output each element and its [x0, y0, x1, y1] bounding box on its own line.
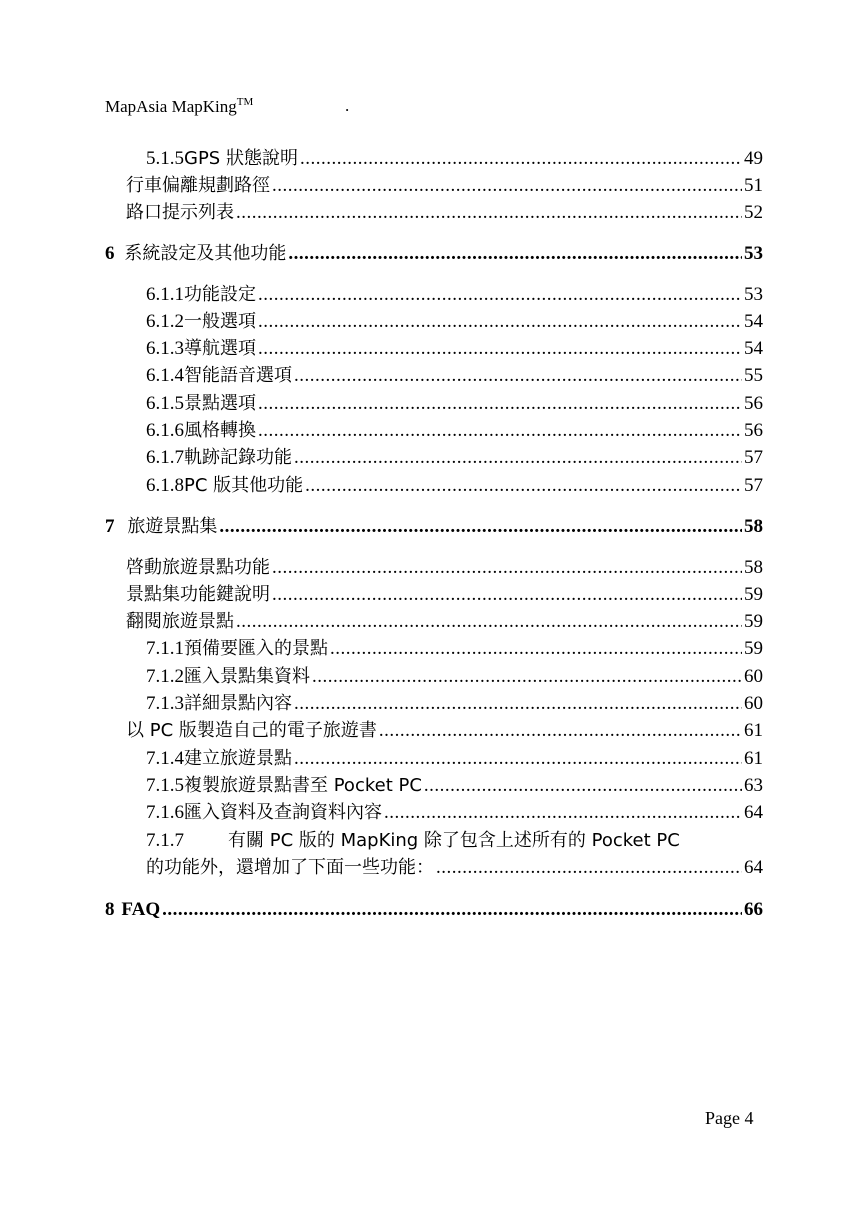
toc-entry-browse-travel[interactable] [126, 610, 763, 634]
toc-label: 景點選項 [184, 393, 256, 414]
toc-label: 一般選項 [184, 311, 256, 332]
toc-page-number: 57 [744, 475, 763, 496]
toc-entry-6-1-8[interactable] [146, 474, 763, 498]
toc-chapter-6[interactable] [105, 242, 763, 266]
toc-entry-offroute[interactable] [126, 174, 763, 198]
toc-number: 6.1.5 [146, 393, 184, 414]
toc-leader [258, 392, 742, 416]
toc-leader [330, 637, 742, 661]
toc-leader [219, 515, 742, 539]
toc-entry-pc-ebook[interactable] [126, 719, 763, 743]
toc-leader [294, 446, 742, 470]
toc-leader [162, 898, 742, 922]
toc-page-number: 52 [744, 202, 763, 223]
header-dot: . [345, 96, 350, 115]
toc-entry-7-1-3[interactable] [146, 692, 763, 716]
toc-leader [294, 747, 742, 771]
toc-label: 風格轉換 [184, 420, 256, 441]
toc-leader [424, 774, 742, 798]
toc-leader [272, 174, 742, 198]
toc-number: 5.1.5 [146, 148, 184, 169]
toc-page-number: 64 [744, 802, 763, 823]
toc-number: 7.1.7 [146, 830, 184, 851]
toc-label: 行車偏離規劃路徑 [126, 175, 270, 196]
toc-page-number: 61 [744, 748, 763, 769]
toc-label: 智能語音選項 [184, 365, 292, 386]
toc-entry-7-1-7-line2[interactable] [146, 856, 763, 880]
toc-page-number: 56 [744, 393, 763, 414]
toc-leader [436, 856, 742, 880]
toc-number: 6.1.4 [146, 365, 184, 386]
toc-entry-6-1-2[interactable] [146, 310, 763, 334]
toc-number: 7.1.5 [146, 775, 184, 796]
toc-number: 7.1.2 [146, 666, 184, 687]
toc-entry-6-1-3[interactable] [146, 337, 763, 361]
toc-label: 匯入景點集資料 [184, 666, 310, 687]
toc-page-number: 66 [744, 899, 763, 920]
toc-leader [312, 665, 742, 689]
toc-number: 6.1.8 [146, 475, 184, 496]
toc-number: 7.1.4 [146, 748, 184, 769]
toc-label: 啓動旅遊景點功能 [126, 557, 270, 578]
toc-page-number: 51 [744, 175, 763, 196]
toc-leader [384, 801, 742, 825]
toc-page-number: 59 [744, 611, 763, 632]
toc-number: 6.1.1 [146, 284, 184, 305]
toc-entry-6-1-6[interactable] [146, 419, 763, 443]
toc-page-number: 63 [744, 775, 763, 796]
toc-leader [236, 201, 742, 225]
toc-leader [272, 556, 742, 580]
toc-number: 7.1.3 [146, 693, 184, 714]
toc-label: 旅遊景點集 [127, 516, 218, 537]
toc-entry-6-1-1[interactable] [146, 283, 763, 307]
toc-number: 6 [105, 243, 115, 264]
toc-entry-launch-travel[interactable] [126, 556, 763, 580]
toc-entry-7-1-5[interactable] [146, 774, 763, 798]
toc-chapter-7[interactable] [105, 515, 763, 539]
toc-page-number: 56 [744, 420, 763, 441]
toc-label: 預備要匯入的景點 [184, 638, 328, 659]
toc-label: 詳細景點內容 [184, 693, 292, 714]
page-footer: Page 4 [705, 1108, 754, 1128]
toc-label: 景點集功能鍵說明 [126, 584, 270, 605]
toc-leader [258, 283, 742, 307]
toc-entry-5-1-5[interactable] [146, 147, 763, 171]
toc-number: 7 [105, 516, 115, 537]
toc-label: PC 版其他功能 [184, 475, 304, 496]
toc-label: 以 PC 版製造自己的電子旅遊書 [126, 720, 377, 741]
page-header [105, 96, 253, 117]
toc-number: 6.1.3 [146, 338, 184, 359]
toc-label-continued: 的功能外，還增加了下面一些功能： [146, 857, 434, 878]
toc-page-number: 49 [744, 148, 763, 169]
toc-entry-7-1-2[interactable] [146, 665, 763, 689]
toc-number: 7.1.1 [146, 638, 184, 659]
toc-page-number: 60 [744, 693, 763, 714]
toc-entry-7-1-7-line1[interactable] [146, 829, 763, 853]
toc-leader [288, 242, 742, 266]
toc-entry-function-keys[interactable] [126, 583, 763, 607]
toc-page-number: 53 [744, 243, 763, 264]
toc-label: 功能設定 [184, 284, 256, 305]
toc-label: 系統設定及其他功能 [124, 243, 287, 264]
toc-label: GPS 狀態說明 [184, 148, 298, 169]
toc-entry-7-1-1[interactable] [146, 637, 763, 661]
toc-label: 匯入資料及查詢資料內容 [184, 802, 382, 823]
toc-entry-junction-list[interactable] [126, 201, 763, 225]
toc-label: 翻閱旅遊景點 [126, 611, 234, 632]
toc-label: 路口提示列表 [126, 202, 234, 223]
toc-leader [294, 364, 742, 388]
toc-leader [272, 583, 742, 607]
toc-label: 導航選項 [184, 338, 256, 359]
toc-number: 6.1.7 [146, 447, 184, 468]
toc-leader [258, 337, 742, 361]
header-product: MapAsia MapKing [105, 97, 237, 116]
toc-entry-6-1-5[interactable] [146, 392, 763, 416]
toc-page-number: 59 [744, 584, 763, 605]
header-trademark: TM [236, 96, 254, 108]
toc-number: 6.1.6 [146, 420, 184, 441]
toc-page-number: 59 [744, 638, 763, 659]
toc-leader [305, 474, 742, 498]
toc-page-number: 57 [744, 447, 763, 468]
toc-entry-7-1-4[interactable] [146, 747, 763, 771]
toc-label: FAQ [121, 899, 161, 920]
toc-page-number: 54 [744, 338, 763, 359]
toc-chapter-8[interactable] [105, 898, 763, 922]
toc-page-number: 58 [744, 516, 763, 537]
toc-page-number: 58 [744, 557, 763, 578]
toc-page-number: 55 [744, 365, 763, 386]
toc-leader [300, 147, 742, 171]
toc-leader [258, 419, 742, 443]
toc-label: 有關 PC 版的 MapKing 除了包含上述所有的 Pocket PC [228, 830, 680, 851]
toc-label: 複製旅遊景點書至 Pocket PC [184, 775, 422, 796]
toc-entry-7-1-6[interactable] [146, 801, 763, 825]
toc-leader [379, 719, 742, 743]
toc-label: 軌跡記錄功能 [184, 447, 292, 468]
toc-page-number: 61 [744, 720, 763, 741]
toc-leader [258, 310, 742, 334]
toc-number: 6.1.2 [146, 311, 184, 332]
toc-leader [236, 610, 742, 634]
toc-label: 建立旅遊景點 [184, 748, 292, 769]
toc-number: 7.1.6 [146, 802, 184, 823]
toc-page-number: 54 [744, 311, 763, 332]
toc-page-number: 64 [744, 857, 763, 878]
toc-number: 8 [105, 899, 115, 920]
toc-leader [294, 692, 742, 716]
toc-page-number: 60 [744, 666, 763, 687]
toc-entry-6-1-4[interactable] [146, 364, 763, 388]
toc-page-number: 53 [744, 284, 763, 305]
toc-entry-6-1-7[interactable] [146, 446, 763, 470]
